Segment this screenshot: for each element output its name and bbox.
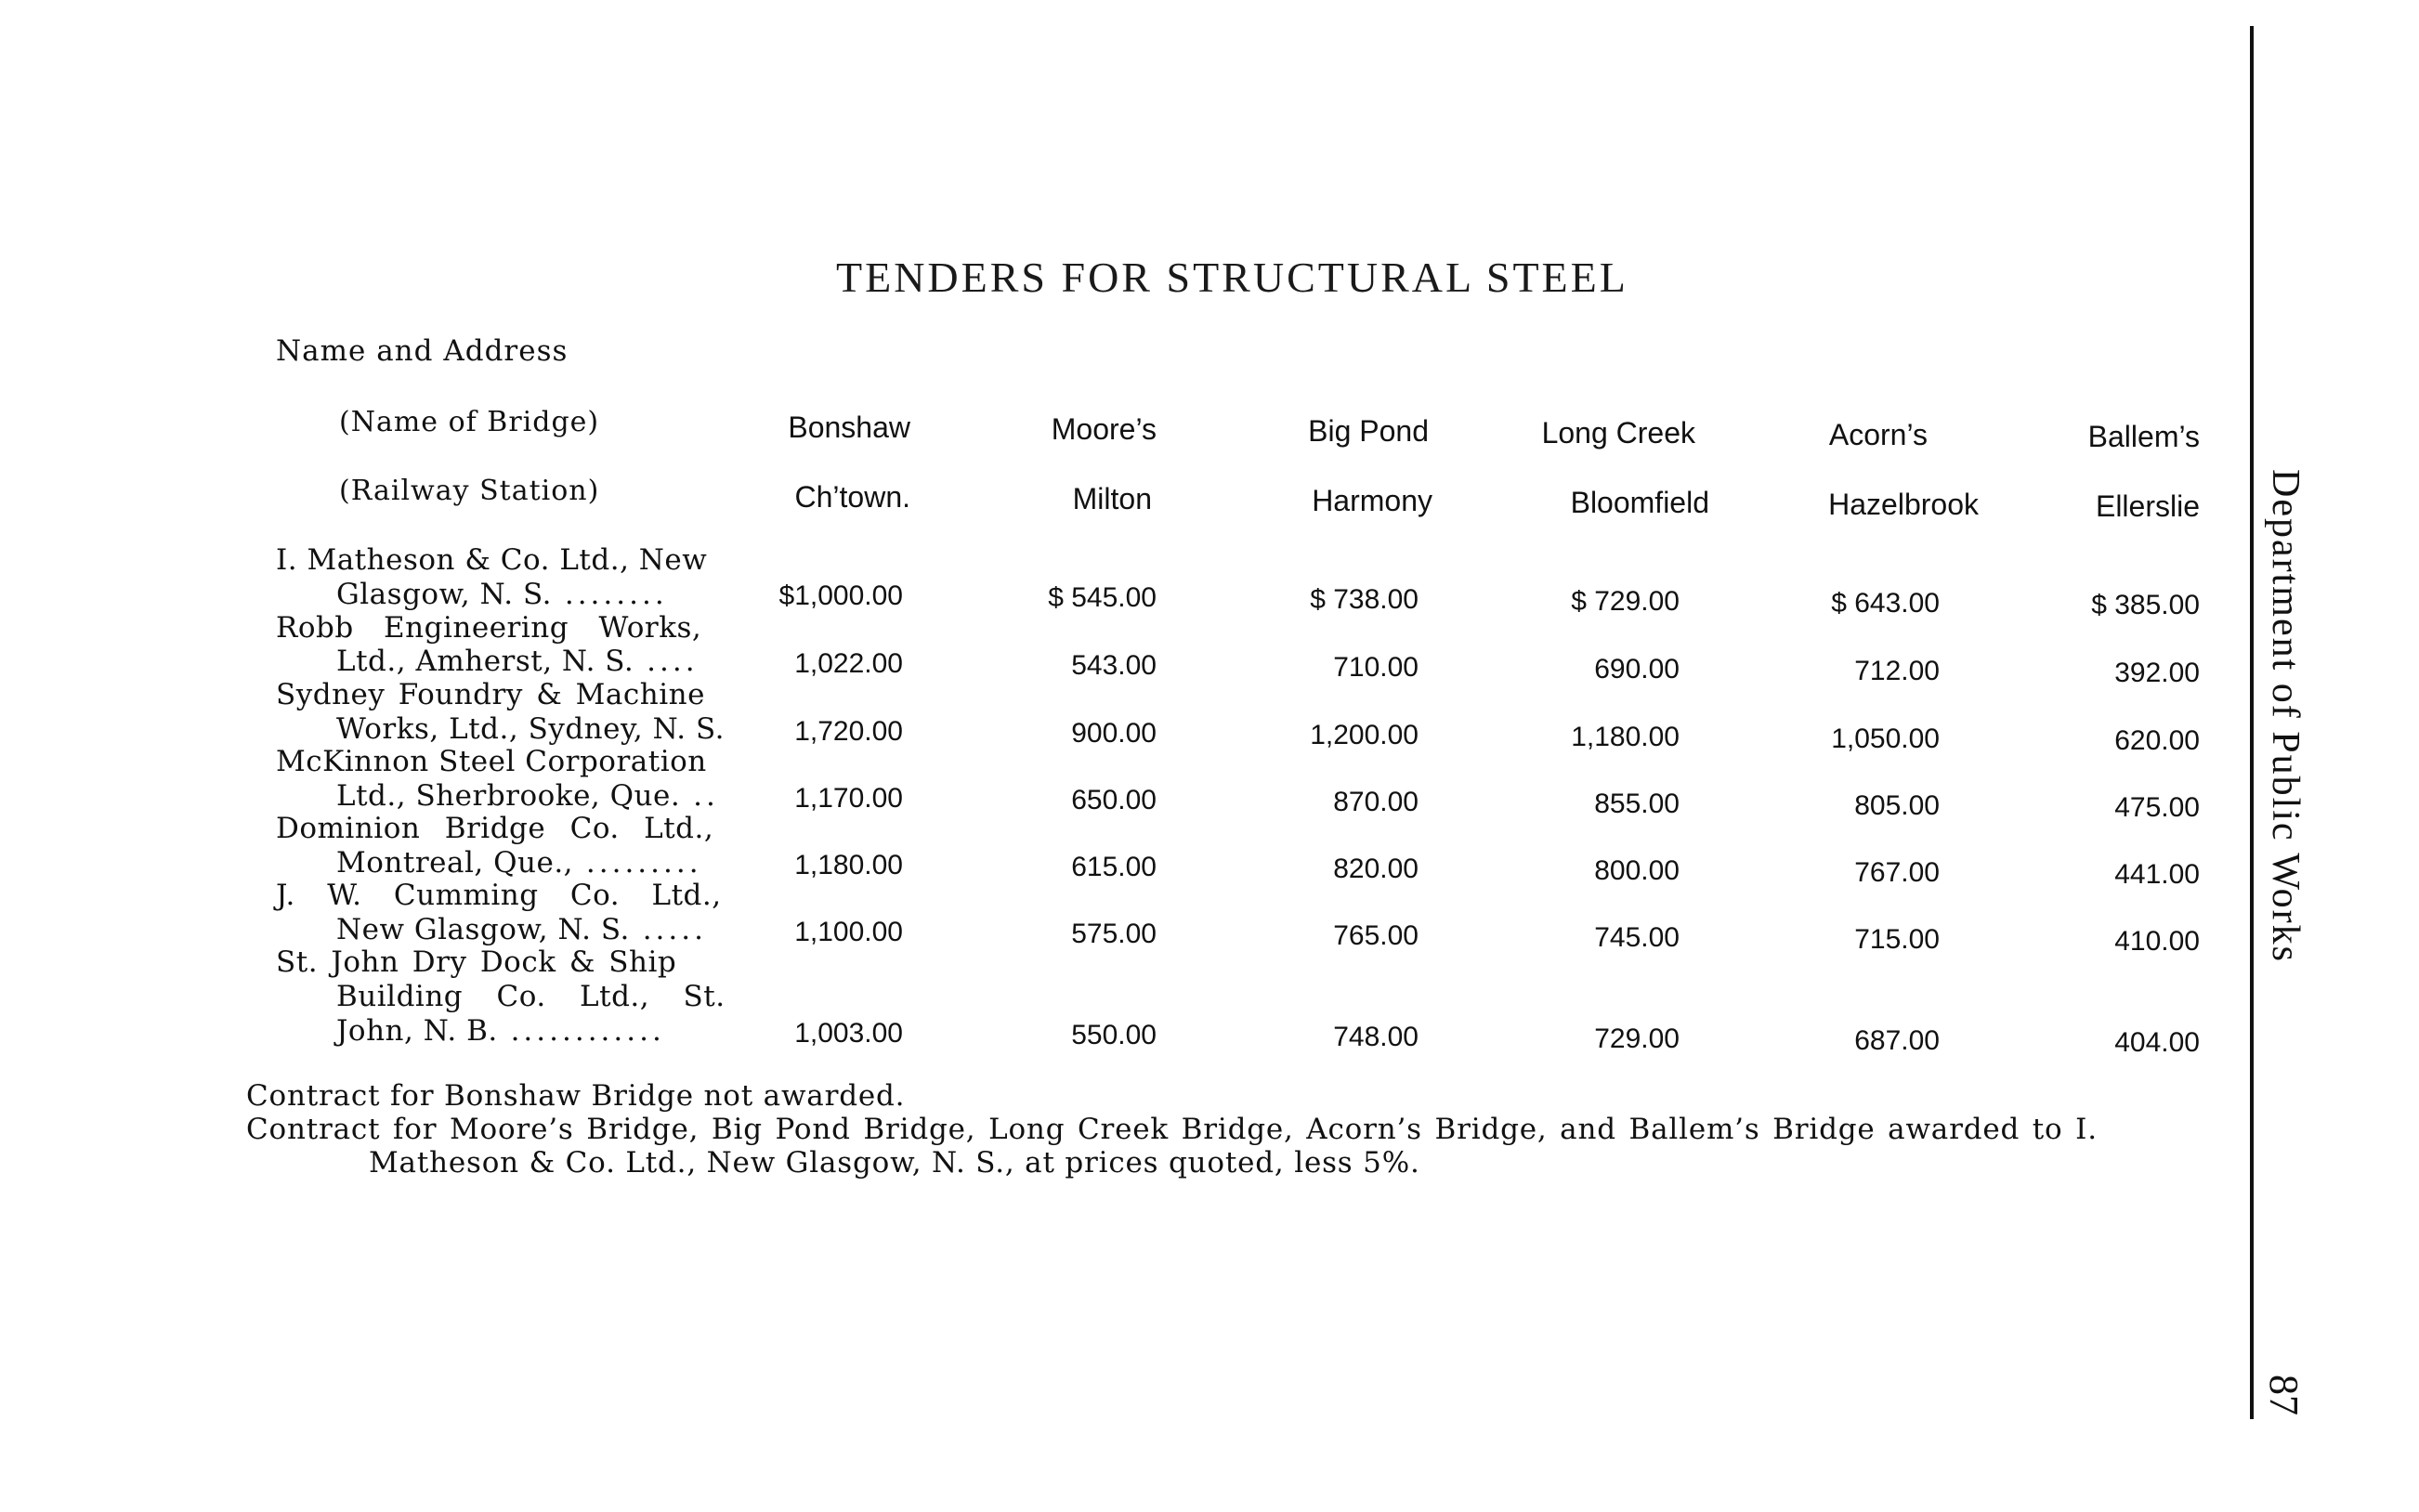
tender-value: 800.00 (1594, 855, 1680, 886)
tender-value: 575.00 (1071, 919, 1157, 949)
page-title: TENDERS FOR STRUCTURAL STEEL (836, 254, 1628, 301)
tender-value: 1,180.00 (794, 850, 903, 880)
note-line: Contract for Bonshaw Bridge not awarded. (246, 1079, 906, 1113)
tender-value: 543.00 (1071, 650, 1157, 681)
tender-value: 820.00 (1333, 854, 1419, 884)
tender-value: 748.00 (1333, 1022, 1419, 1052)
note-line: Contract for Moore’s Bridge, Big Pond Bridge, Long Creek Bridge, Acorn’s Bridge, and Ballem’s Bridge awarded to I. (246, 1113, 2098, 1146)
company-address-line: Montreal, Que., ......... (336, 846, 702, 880)
note-line: Matheson & Co. Ltd., New Glasgow, N. S., at prices quoted, less 5%. (369, 1146, 1420, 1180)
tender-value: 710.00 (1333, 652, 1419, 683)
tender-value: $ 729.00 (1571, 586, 1680, 617)
tender-value: 1,050.00 (1831, 723, 1940, 754)
tender-value: 712.00 (1854, 656, 1940, 686)
tender-value: 1,180.00 (1571, 722, 1680, 752)
page-number: 87 (2261, 1375, 2307, 1415)
tender-value: 690.00 (1594, 654, 1680, 684)
tender-value: 1,100.00 (794, 917, 903, 947)
column-header-bridge: Moore’s (1051, 412, 1157, 446)
railway-station-label: (Railway Station) (339, 475, 600, 507)
tender-value: 650.00 (1071, 785, 1157, 815)
company-address-line: New Glasgow, N. S. ..... (336, 913, 707, 946)
tender-value: 404.00 (2114, 1027, 2200, 1058)
tender-value: 687.00 (1854, 1025, 1940, 1056)
company-name-line: Robb Engineering Works, (276, 611, 702, 645)
column-header-station: Milton (1072, 482, 1152, 515)
tender-value: $ 385.00 (2091, 590, 2200, 620)
company-address-line: John, N. B. ............ (336, 1014, 665, 1048)
company-address-line: Works, Ltd., Sydney, N. S. (336, 712, 725, 746)
tender-value: 855.00 (1594, 789, 1680, 819)
name-address-label: Name and Address (276, 334, 569, 368)
company-address-line: Ltd., Sherbrooke, Que. .. (336, 779, 719, 813)
tender-value: $1,000.00 (778, 580, 903, 611)
column-header-station: Ch’town. (794, 480, 910, 514)
running-head: Department of Public Works (2264, 469, 2307, 963)
tender-value: $ 643.00 (1831, 588, 1940, 619)
tender-value: 392.00 (2114, 658, 2200, 688)
margin-rule (2250, 26, 2254, 1419)
tender-value: 1,003.00 (794, 1018, 903, 1049)
tender-value: 729.00 (1594, 1023, 1680, 1054)
company-name-line: Dominion Bridge Co. Ltd., (276, 812, 714, 845)
tender-value: 805.00 (1854, 790, 1940, 821)
company-name-line: J. W. Cumming Co. Ltd., (276, 879, 722, 912)
tender-value: 715.00 (1854, 924, 1940, 955)
tender-value: 550.00 (1071, 1020, 1157, 1050)
company-name-line: Sydney Foundry & Machine (276, 678, 705, 711)
tender-value: 475.00 (2114, 792, 2200, 823)
tender-value: 900.00 (1071, 718, 1157, 749)
tender-value: $ 545.00 (1048, 582, 1157, 613)
company-address-line: Glasgow, N. S. ........ (336, 578, 668, 611)
tender-value: 441.00 (2114, 859, 2200, 890)
column-header-bridge: Ballem’s (2087, 420, 2200, 453)
tender-value: 870.00 (1333, 787, 1419, 817)
company-address-line: Ltd., Amherst, N. S. .... (336, 645, 699, 678)
column-header-station: Hazelbrook (1828, 488, 1979, 521)
company-name-line: St. John Dry Dock & Ship (276, 945, 677, 979)
column-header-bridge: Long Creek (1541, 416, 1695, 450)
company-address-line: Building Co. Ltd., St. (336, 980, 726, 1013)
tender-value: $ 738.00 (1310, 584, 1419, 615)
tender-value: 620.00 (2114, 725, 2200, 756)
column-header-bridge: Acorn’s (1828, 418, 1928, 451)
column-header-bridge: Big Pond (1308, 414, 1429, 448)
tender-value: 1,200.00 (1310, 720, 1419, 750)
tender-value: 1,170.00 (794, 783, 903, 814)
tender-value: 1,720.00 (794, 716, 903, 747)
column-header-station: Harmony (1312, 484, 1432, 517)
tender-value: 765.00 (1333, 920, 1419, 951)
tender-value: 615.00 (1071, 852, 1157, 882)
tender-value: 410.00 (2114, 926, 2200, 957)
column-header-bridge: Bonshaw (788, 411, 910, 444)
bridge-name-label: (Name of Bridge) (339, 406, 600, 438)
column-header-station: Ellerslie (2095, 489, 2200, 523)
column-header-station: Bloomfield (1570, 486, 1709, 519)
tender-value: 767.00 (1854, 857, 1940, 888)
tender-value: 1,022.00 (794, 648, 903, 679)
company-name-line: I. Matheson & Co. Ltd., New (276, 543, 708, 577)
company-name-line: McKinnon Steel Corporation (276, 745, 707, 778)
tender-value: 745.00 (1594, 922, 1680, 953)
